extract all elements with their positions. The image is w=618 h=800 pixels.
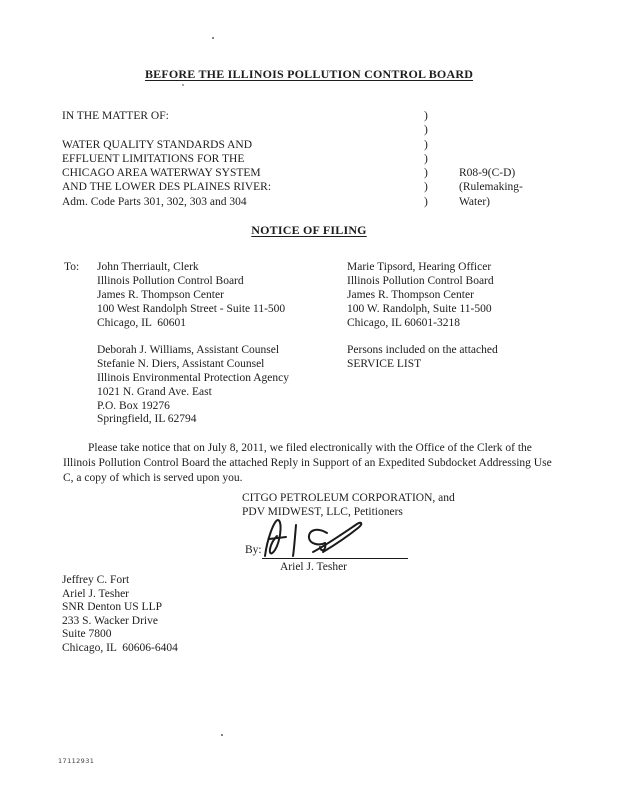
docket-number: R08-9(C-D) — [459, 167, 516, 179]
caption-paren: ) — [424, 110, 428, 122]
party-line: PDV MIDWEST, LLC, Petitioners — [242, 505, 403, 518]
recipient-counsel-address — [97, 344, 289, 427]
caption-line: IN THE MATTER OF: — [62, 110, 169, 122]
to-label: To: — [64, 261, 80, 273]
address-line: Marie Tipsord, Hearing Officer — [347, 261, 492, 273]
party-line: CITGO PETROLEUM CORPORATION, and — [242, 492, 455, 504]
address-line: Illinois Environmental Protection Agency — [97, 371, 289, 384]
caption-line: Adm. Code Parts 301, 302, 303 and 304 — [62, 195, 247, 208]
address-line: Deborah J. Williams, Assistant Counsel — [97, 344, 280, 356]
scan-speck — [221, 734, 223, 736]
attorney-line: SNR Denton US LLP — [62, 601, 162, 614]
recipient-hearing-officer-address — [347, 261, 494, 330]
caption-line: AND THE LOWER DES PLAINES RIVER: — [62, 181, 272, 194]
recipient-service-list-note — [347, 344, 498, 372]
address-line: Stefanie N. Diers, Assistant Counsel — [97, 357, 265, 370]
caption-line: EFFLUENT LIMITATIONS FOR THE — [62, 152, 245, 165]
address-line: James R. Thompson Center — [347, 288, 474, 301]
docket-type-line: Water) — [459, 195, 490, 208]
caption-paren: ) — [424, 181, 428, 194]
address-line: James R. Thompson Center — [97, 288, 224, 301]
caption-line: WATER QUALITY STANDARDS AND — [62, 138, 252, 151]
caption-paren: ) — [424, 124, 428, 137]
address-line: P.O. Box 19276 — [97, 399, 170, 412]
caption-paren-column — [424, 109, 428, 209]
service-list-line: Persons included on the attached — [347, 344, 498, 356]
docket-type-line: (Rulemaking- — [459, 181, 523, 194]
address-line: 100 W. Randolph, Suite 11-500 — [347, 302, 492, 315]
caption-left-column — [62, 109, 271, 209]
address-line: Illinois Pollution Control Board — [347, 274, 494, 287]
caption-paren: ) — [424, 138, 428, 151]
address-line: Chicago, IL 60601 — [97, 316, 187, 329]
service-list-line: SERVICE LIST — [347, 357, 422, 370]
address-line: Springfield, IL 62794 — [97, 413, 197, 426]
attorney-line: Suite 7800 — [62, 628, 112, 641]
address-line: Chicago, IL 60601-3218 — [347, 316, 460, 329]
address-line: Illinois Pollution Control Board — [97, 274, 244, 287]
scan-speck — [182, 84, 184, 86]
recipient-clerk-address — [97, 261, 285, 330]
attorney-line: Chicago, IL 60606-6404 — [62, 641, 178, 654]
notice-of-filing-heading: NOTICE OF FILING — [251, 223, 367, 237]
address-line: 1021 N. Grand Ave. East — [97, 385, 212, 398]
caption-paren: ) — [424, 195, 428, 208]
signature-line — [262, 558, 408, 559]
caption-paren: ) — [424, 152, 428, 165]
caption-line — [62, 123, 271, 137]
attorney-line: Jeffrey C. Fort — [62, 574, 130, 586]
caption-docket-column — [459, 166, 523, 209]
attorney-address-block — [62, 574, 178, 656]
address-line: 100 West Randolph Street - Suite 11-500 — [97, 302, 286, 315]
scan-speck — [212, 37, 214, 39]
court-header: BEFORE THE ILLINOIS POLLUTION CONTROL BOARD — [144, 67, 474, 81]
attorney-line: Ariel J. Tesher — [62, 587, 130, 600]
address-line: John Therriault, Clerk — [97, 261, 199, 273]
by-label: By: — [245, 544, 262, 556]
caption-paren: ) — [424, 167, 428, 180]
caption-line: CHICAGO AREA WATERWAY SYSTEM — [62, 167, 261, 180]
notice-body-paragraph: Please take notice that on July 8, 2011, we filed electronically with the Office of the Clerk of the Illinois Pollution Control Board the attached Reply in Support of an Expedited Subdocket Addressing Use C, a copy of which is served upon you. — [63, 442, 552, 484]
signer-name: Ariel J. Tesher — [280, 561, 348, 573]
document-id-stamp: 17112931 — [58, 757, 95, 765]
attorney-line: 233 S. Wacker Drive — [62, 614, 158, 627]
handwritten-signature — [253, 511, 403, 561]
